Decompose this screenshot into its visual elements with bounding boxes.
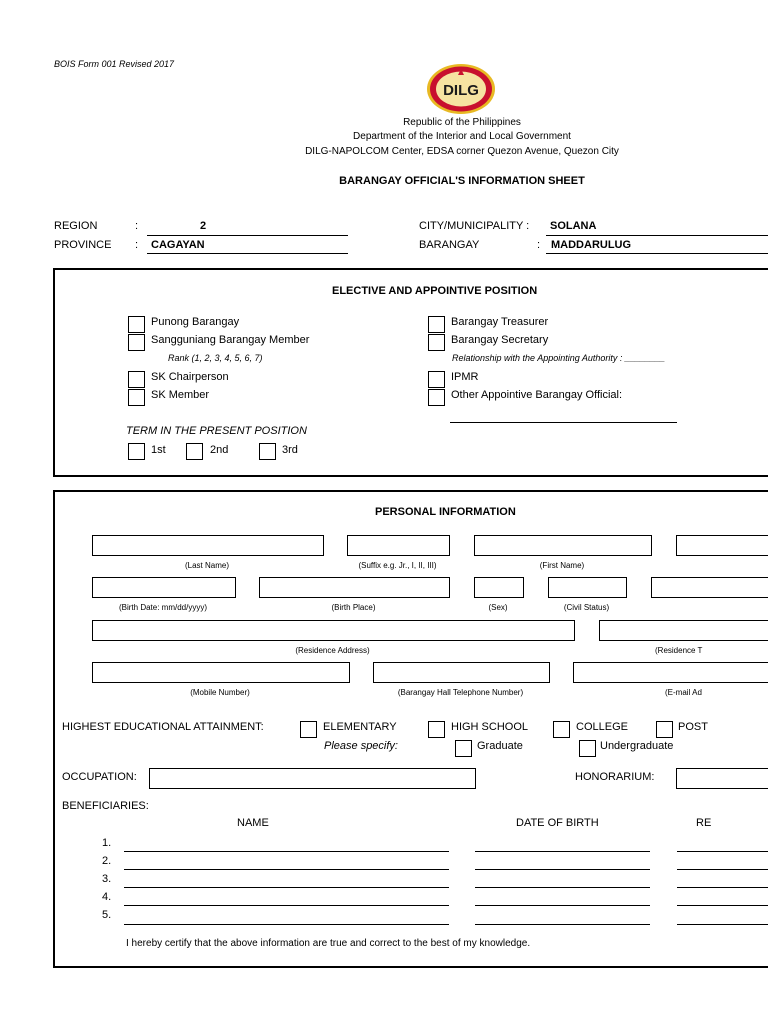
other-appointive-checkbox[interactable] (428, 389, 445, 406)
mobile-caption: (Mobile Number) (190, 688, 250, 697)
term-1st-checkbox[interactable] (128, 443, 145, 460)
sex-caption: (Sex) (488, 603, 508, 612)
secretary-checkbox[interactable] (428, 334, 445, 351)
dilg-logo (426, 63, 496, 115)
beneficiary-row-number: 1. (102, 837, 112, 849)
province-value: CAGAYAN (151, 239, 205, 251)
personal-heading: PERSONAL INFORMATION (375, 506, 516, 518)
occupation-label: OCCUPATION: (62, 771, 137, 783)
elementary-checkbox[interactable] (300, 721, 317, 738)
beneficiary-relationship-header: RE (696, 817, 712, 829)
beneficiary-row-number: 3. (102, 873, 112, 885)
barangay-underline (546, 253, 768, 254)
punong-barangay-label: Punong Barangay (151, 316, 240, 328)
hall-tel-caption: (Barangay Hall Telephone Number) (397, 688, 524, 697)
city-value: SOLANA (550, 220, 597, 232)
logo-text: DILG (443, 82, 479, 99)
beneficiary-dob-line[interactable] (475, 924, 650, 925)
beneficiary-row-number: 4. (102, 891, 112, 903)
beneficiary-name-line[interactable] (124, 924, 449, 925)
form-title: BARANGAY OFFICIAL'S INFORMATION SHEET (339, 175, 585, 187)
ipmr-checkbox[interactable] (428, 371, 445, 388)
residence-tel-caption: (Residence T (655, 646, 703, 655)
region-colon: : (135, 220, 139, 232)
suffix-caption: (Suffix e.g. Jr., I, II, III) (358, 561, 437, 570)
relationship-label: Relationship with the Appointing Authority : ________ (452, 353, 665, 363)
sangguniang-label: Sangguniang Barangay Member (151, 334, 310, 346)
beneficiary-dob-line[interactable] (475, 851, 650, 852)
first-name-input[interactable] (474, 535, 652, 556)
college-label: COLLEGE (576, 721, 628, 733)
header-address: DILG-NAPOLCOM Center, EDSA corner Quezon Avenue, Quezon City (305, 146, 619, 157)
hall-tel-input[interactable] (373, 662, 550, 683)
ipmr-label: IPMR (451, 371, 479, 383)
certification-text: I hereby certify that the above information are true and correct to the best of my knowledge. (126, 938, 531, 949)
region-value: 2 (200, 220, 207, 232)
elementary-label: ELEMENTARY (323, 721, 397, 733)
beneficiary-name-line[interactable] (124, 887, 449, 888)
undergraduate-checkbox[interactable] (579, 740, 596, 757)
residence-address-input[interactable] (92, 620, 575, 641)
high-school-checkbox[interactable] (428, 721, 445, 738)
honorarium-input[interactable] (676, 768, 768, 789)
first-name-caption: (First Name) (539, 561, 585, 570)
high-school-label: HIGH SCHOOL (451, 721, 529, 733)
term-1st-label: 1st (151, 444, 166, 456)
sex-input[interactable] (474, 577, 524, 598)
please-specify-label: Please specify: (324, 740, 398, 752)
beneficiary-dob-line[interactable] (475, 869, 650, 870)
sk-chairperson-checkbox[interactable] (128, 371, 145, 388)
birth-date-input[interactable] (92, 577, 236, 598)
email-caption: (E-mail Ad (665, 688, 702, 697)
residence-tel-input[interactable] (599, 620, 768, 641)
email-input[interactable] (573, 662, 768, 683)
term-3rd-label: 3rd (282, 444, 298, 456)
beneficiary-name-line[interactable] (124, 869, 449, 870)
header-department: Department of the Interior and Local Government (353, 131, 571, 142)
extra-field-input[interactable] (651, 577, 768, 598)
header-republic: Republic of the Philippines (403, 117, 521, 128)
beneficiary-row-number: 2. (102, 855, 112, 867)
last-name-input[interactable] (92, 535, 324, 556)
beneficiaries-label: BENEFICIARIES: (62, 800, 149, 812)
beneficiary-row-number: 5. (102, 909, 112, 921)
graduate-checkbox[interactable] (455, 740, 472, 757)
punong-barangay-checkbox[interactable] (128, 316, 145, 333)
birth-place-input[interactable] (259, 577, 450, 598)
other-appointive-label: Other Appointive Barangay Official: (451, 389, 623, 401)
form-code: BOIS Form 001 Revised 2017 (54, 59, 175, 69)
beneficiary-dob-line[interactable] (475, 905, 650, 906)
secretary-label: Barangay Secretary (451, 334, 549, 346)
mobile-input[interactable] (92, 662, 350, 683)
sangguniang-checkbox[interactable] (128, 334, 145, 351)
civil-status-input[interactable] (548, 577, 627, 598)
rank-label: Rank (1, 2, 3, 4, 5, 6, 7) (168, 353, 263, 363)
city-label: CITY/MUNICIPALITY : (419, 220, 530, 232)
sk-chairperson-label: SK Chairperson (151, 371, 229, 383)
civil-status-caption: (Civil Status) (563, 603, 610, 612)
beneficiary-relationship-line[interactable] (677, 869, 768, 870)
post-graduate-label: POST (678, 721, 708, 733)
treasurer-label: Barangay Treasurer (451, 316, 549, 328)
occupation-input[interactable] (149, 768, 476, 789)
college-checkbox[interactable] (553, 721, 570, 738)
beneficiary-relationship-line[interactable] (677, 887, 768, 888)
middle-name-input[interactable] (676, 535, 768, 556)
residence-address-caption: (Residence Address) (295, 646, 370, 655)
sk-member-checkbox[interactable] (128, 389, 145, 406)
beneficiary-relationship-line[interactable] (677, 924, 768, 925)
position-heading: ELECTIVE AND APPOINTIVE POSITION (332, 285, 538, 297)
province-underline (147, 253, 348, 254)
birth-date-caption: (Birth Date: mm/dd/yyyy) (118, 603, 207, 612)
honorarium-label: HONORARIUM: (575, 771, 655, 783)
beneficiary-relationship-line[interactable] (677, 905, 768, 906)
beneficiary-dob-line[interactable] (475, 887, 650, 888)
other-appointive-line[interactable] (450, 422, 677, 423)
education-label: HIGHEST EDUCATIONAL ATTAINMENT: (62, 721, 264, 733)
term-2nd-label: 2nd (210, 444, 229, 456)
region-underline (147, 235, 348, 236)
suffix-input[interactable] (347, 535, 450, 556)
beneficiary-name-line[interactable] (124, 851, 449, 852)
region-label: REGION (54, 220, 98, 232)
last-name-caption: (Last Name) (184, 561, 229, 570)
graduate-label: Graduate (477, 740, 523, 752)
barangay-value: MADDARULUG (551, 239, 632, 251)
birth-place-caption: (Birth Place) (331, 603, 376, 612)
province-colon: : (135, 239, 139, 251)
beneficiary-dob-header: DATE OF BIRTH (516, 817, 599, 829)
city-underline (546, 235, 768, 236)
undergraduate-label: Undergraduate (600, 740, 674, 752)
post-graduate-checkbox[interactable] (656, 721, 673, 738)
term-2nd-checkbox[interactable] (186, 443, 203, 460)
barangay-colon: : (537, 239, 541, 251)
beneficiary-name-line[interactable] (124, 905, 449, 906)
treasurer-checkbox[interactable] (428, 316, 445, 333)
term-3rd-checkbox[interactable] (259, 443, 276, 460)
beneficiary-relationship-line[interactable] (677, 851, 768, 852)
term-label: TERM IN THE PRESENT POSITION (126, 425, 307, 437)
province-label: PROVINCE (54, 239, 112, 251)
beneficiary-name-header: NAME (237, 817, 269, 829)
sk-member-label: SK Member (151, 389, 210, 401)
barangay-label: BARANGAY (419, 239, 480, 251)
